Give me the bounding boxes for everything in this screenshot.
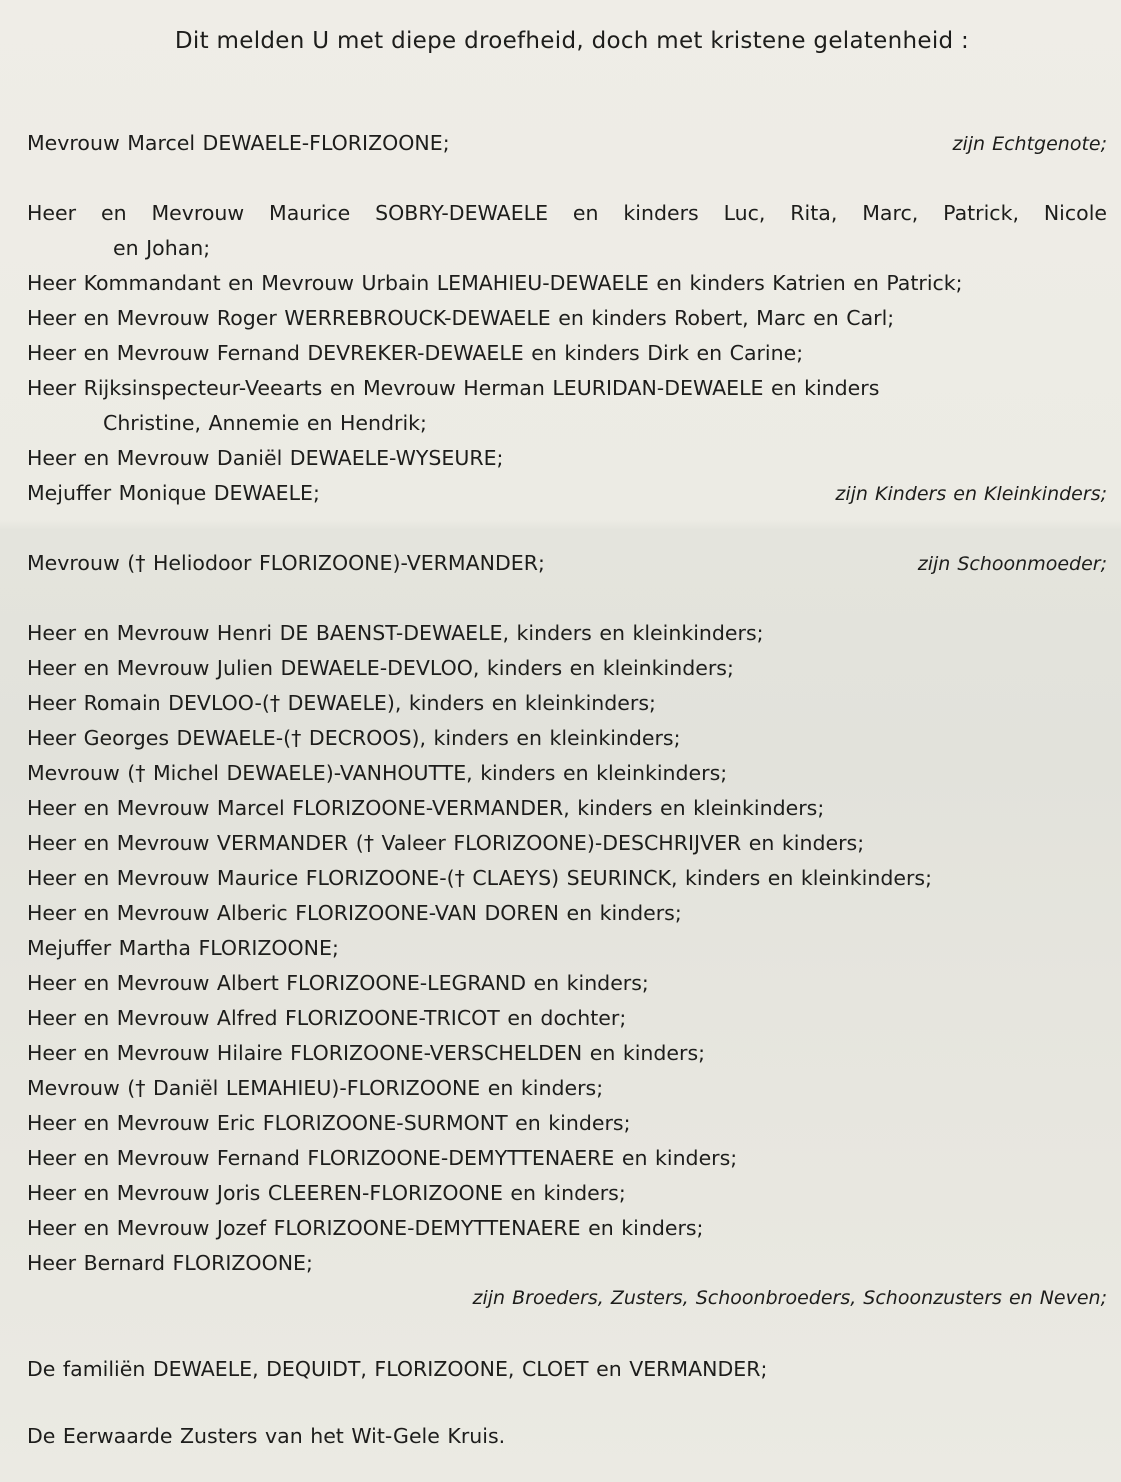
sisters-line: De Eerwaarde Zusters van het Wit-Gele Kruis. bbox=[27, 1424, 506, 1448]
relation-label: zijn Kinders en Kleinkinders; bbox=[835, 483, 1107, 505]
list-item: Heer Kommandant en Mevrouw Urbain LEMAHIEU-DEWAELE en kinders Katrien en Patrick; bbox=[27, 271, 963, 295]
spouse-group bbox=[27, 126, 1107, 162]
list-item bbox=[27, 126, 1107, 162]
list-item: Christine, Annemie en Hendrik; bbox=[103, 411, 427, 435]
mourner-line: Mevrouw († Heliodoor FLORIZOONE)-VERMANDER; bbox=[27, 551, 545, 575]
children-group bbox=[27, 196, 1107, 512]
list-item bbox=[27, 546, 1107, 582]
relation-label: zijn Broeders, Zusters, Schoonbroeders, Schoonzusters en Neven; bbox=[472, 1287, 1107, 1309]
list-item: Heer en Mevrouw Alfred FLORIZOONE-TRICOT en dochter; bbox=[27, 1006, 627, 1030]
relation-label: zijn Schoonmoeder; bbox=[917, 553, 1107, 575]
list-item: Heer en Mevrouw Maurice SOBRY-DEWAELE en kinders Luc, Rita, Marc, Patrick, Nicole bbox=[27, 201, 1107, 225]
card-heading: Dit melden U met diepe droefheid, doch met kristene gelatenheid : bbox=[174, 28, 970, 54]
list-item: Heer en Mevrouw Henri DE BAENST-DEWAELE, kinders en kleinkinders; bbox=[27, 621, 764, 645]
list-item: Mejuffer Martha FLORIZOONE; bbox=[27, 936, 339, 960]
list-item: Mevrouw († Daniël LEMAHIEU)-FLORIZOONE en kinders; bbox=[27, 1076, 604, 1100]
list-item: en Johan; bbox=[113, 236, 211, 260]
list-item: Heer en Mevrouw VERMANDER († Valeer FLORIZOONE)-DESCHRIJVER en kinders; bbox=[27, 831, 865, 855]
mourner-line: Mejuffer Monique DEWAELE; bbox=[27, 481, 320, 505]
list-item: Heer en Mevrouw Maurice FLORIZOONE-(† CLAEYS) SEURINCK, kinders en kleinkinders; bbox=[27, 866, 932, 890]
list-item: Heer en Mevrouw Fernand DEVREKER-DEWAELE en kinders Dirk en Carine; bbox=[27, 341, 804, 365]
list-item: Heer en Mevrouw Joris CLEEREN-FLORIZOONE en kinders; bbox=[27, 1181, 626, 1205]
list-item: Heer en Mevrouw Jozef FLORIZOONE-DEMYTTENAERE en kinders; bbox=[27, 1216, 704, 1240]
relation-label: zijn Echtgenote; bbox=[952, 133, 1107, 155]
list-item: Mevrouw († Michel DEWAELE)-VANHOUTTE, kinders en kleinkinders; bbox=[27, 761, 728, 785]
mother-in-law-group bbox=[27, 546, 1107, 582]
list-item: Heer Bernard FLORIZOONE; bbox=[27, 1251, 313, 1275]
list-item bbox=[27, 476, 1107, 512]
list-item: Heer en Mevrouw Alberic FLORIZOONE-VAN DOREN en kinders; bbox=[27, 901, 682, 925]
list-item: Heer en Mevrouw Daniël DEWAELE-WYSEURE; bbox=[27, 446, 504, 470]
list-item: Heer Georges DEWAELE-(† DECROOS), kinders en kleinkinders; bbox=[27, 726, 681, 750]
list-item: Heer en Mevrouw Hilaire FLORIZOONE-VERSCHELDEN en kinders; bbox=[27, 1041, 706, 1065]
list-item: Heer en Mevrouw Marcel FLORIZOONE-VERMANDER, kinders en kleinkinders; bbox=[27, 796, 825, 820]
list-item: Heer en Mevrouw Roger WERREBROUCK-DEWAELE en kinders Robert, Marc en Carl; bbox=[27, 306, 895, 330]
list-item: Heer en Mevrouw Eric FLORIZOONE-SURMONT en kinders; bbox=[27, 1111, 631, 1135]
list-item: Heer en Mevrouw Fernand FLORIZOONE-DEMYTTENAERE en kinders; bbox=[27, 1146, 738, 1170]
siblings-group bbox=[27, 616, 1107, 1316]
mourner-line: Mevrouw Marcel DEWAELE-FLORIZOONE; bbox=[27, 131, 450, 155]
list-item: Heer en Mevrouw Julien DEWAELE-DEVLOO, kinders en kleinkinders; bbox=[27, 656, 734, 680]
families-line: De familiën DEWAELE, DEQUIDT, FLORIZOONE, CLOET en VERMANDER; bbox=[27, 1357, 768, 1381]
list-item: Heer en Mevrouw Albert FLORIZOONE-LEGRAND en kinders; bbox=[27, 971, 649, 995]
list-item: Heer Rijksinspecteur-Veearts en Mevrouw Herman LEURIDAN-DEWAELE en kinders bbox=[27, 376, 880, 400]
list-item: Heer Romain DEVLOO-(† DEWAELE), kinders en kleinkinders; bbox=[27, 691, 656, 715]
